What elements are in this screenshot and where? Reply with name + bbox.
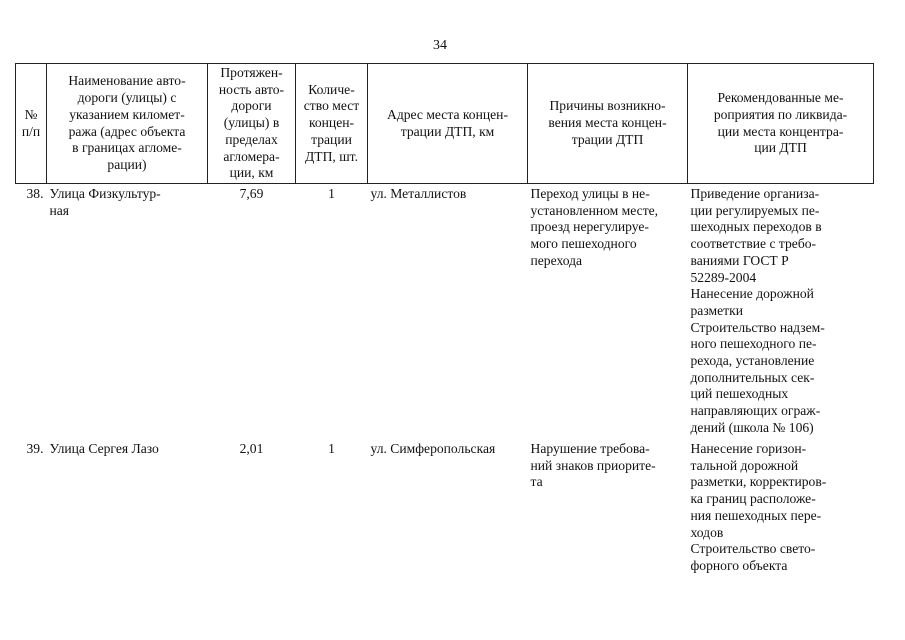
header-address: Адрес места концен- трации ДТП, км	[368, 64, 528, 184]
header-road: Наименование авто- дороги (улицы) с указанием километ- ража (адрес объекта в границах агломе- рации)	[47, 64, 208, 184]
header-count: Количе- ство мест концен- трации ДТП, шт.	[296, 64, 368, 184]
dtp-address: ул. Металлистов	[370, 186, 467, 201]
road-name: Улица Сергея Лазо	[49, 441, 159, 456]
road-length: 2,01	[239, 441, 264, 456]
header-measures: Рекомендованные ме- роприятия по ликвида- ции места концентра- ции ДТП	[688, 64, 874, 184]
dtp-measures: Приведение организа- ции регулируемых пе- шеходных переходов в соответствие с требо- ваниями ГОСТ Р 52289-2004 Нанесение дорожной разметки Строительство надзем- ного пешеходного пе- рехода, установление дополнительных сек- ций пешеходных направляющих ограж- дений (школа № 106)	[690, 186, 825, 435]
row-number: 39.	[26, 441, 44, 456]
row-number: 38.	[26, 186, 44, 201]
header-causes: Причины возникно- вения места концен- трации ДТП	[528, 64, 688, 184]
accident-concentration-table	[15, 63, 874, 575]
dtp-causes: Нарушение требова- ний знаков приорите- та	[530, 441, 656, 490]
header-length: Протяжен- ность авто- дороги (улицы) в пределах агломера- ции, км	[208, 64, 296, 184]
table-row	[16, 184, 874, 441]
header-num: № п/п	[16, 64, 47, 184]
table-header-row	[16, 64, 874, 184]
table-row	[16, 440, 874, 575]
road-length: 7,69	[239, 186, 264, 201]
dtp-measures: Нанесение горизон- тальной дорожной разметки, корректиров- ка границ расположе- ния пешеходных пере- ходов Строительство свето- форного объекта	[690, 441, 827, 573]
dtp-causes: Переход улицы в не- установленном месте, проезд нерегулируе- мого пешеходного перехода	[530, 186, 659, 268]
dtp-address: ул. Симферопольская	[370, 441, 496, 456]
dtp-count: 1	[328, 441, 335, 456]
page-number: 34	[433, 38, 447, 53]
dtp-count: 1	[328, 186, 335, 201]
road-name: Улица Физкультур- ная	[49, 186, 161, 218]
